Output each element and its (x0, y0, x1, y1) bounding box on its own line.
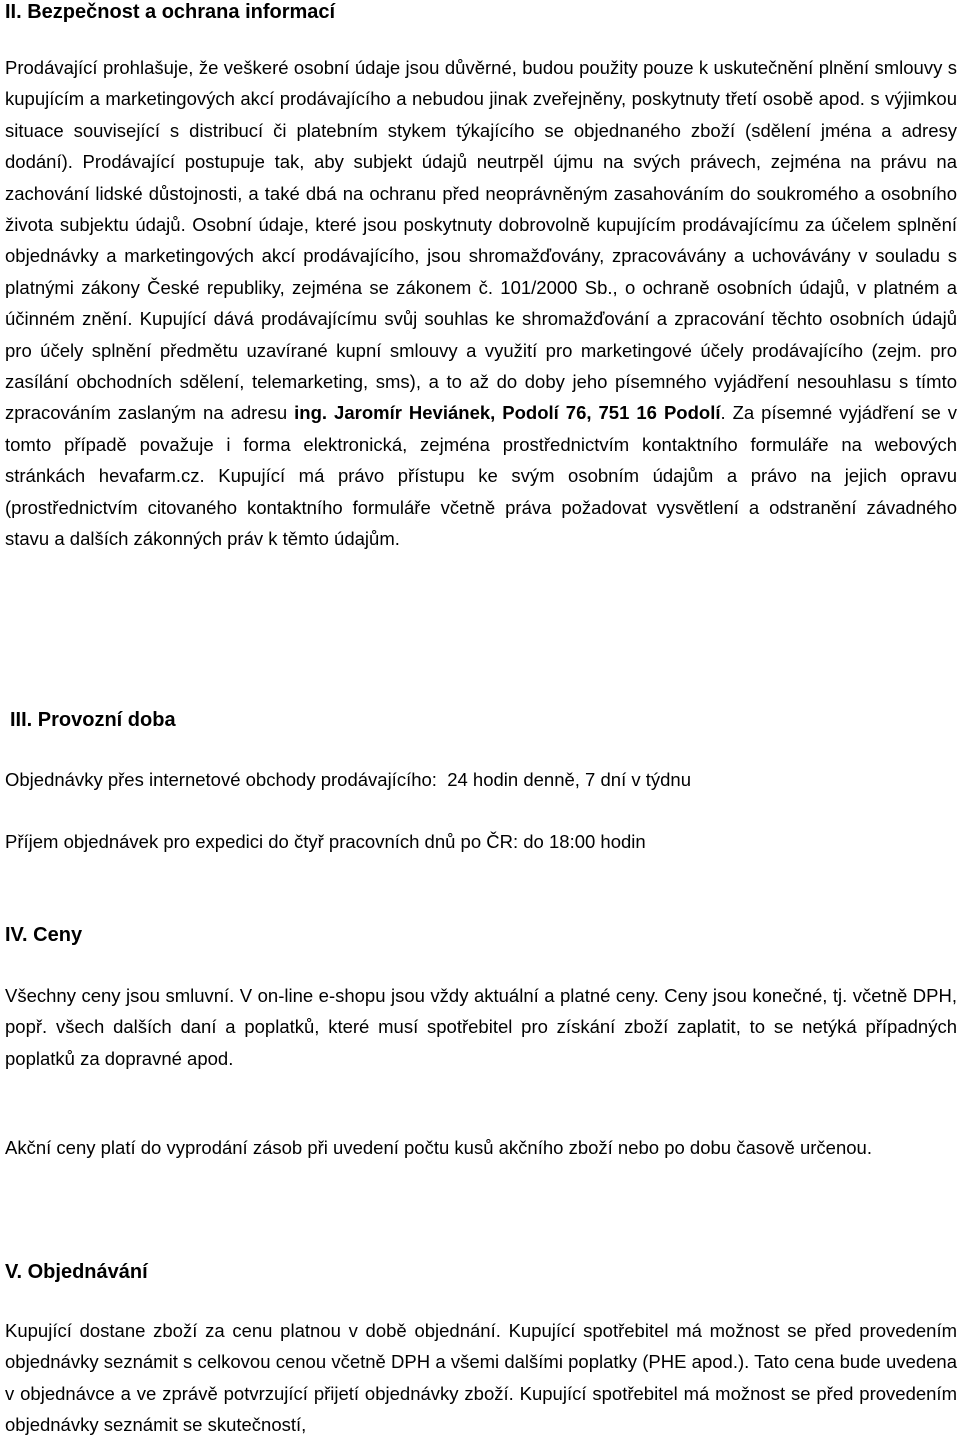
section-5-paragraph: Kupující dostane zboží za cenu platnou v době objednání. Kupující spotřebitel má možnost se před provedením objednávky seznámit s celkovou cenou včetně DPH a všemi dalšími poplatky (PHE apod.). Tato cena bude uvedena v objednávce a ve zprávě potvrzující přijetí objednávky zboží. Kupující spotřebitel má možnost se před provedením objednávky seznámit se skutečností, (5, 1320, 957, 1436)
section-2-text: Prodávající prohlašuje, že veškeré osobní údaje jsou důvěrné, budou použity pouze k uskutečnění plnění smlouvy s kupujícím a marketingových akcí prodávajícího a nebudou jinak zveřejněny, poskytnuty třetí osobě apod. s výjimkou situace související s distribucí či platebním stykem týkajícího se objednaného zboží (sdělení jména a adresy dodání). Prodávající postupuje tak, aby subjekt údajů neutrpěl újmu na svých právech, zejména na právu na zachování lidské důstojnosti, a také dbá na ochranu před neoprávněným zasahováním do soukromého a osobního života subjektu údajů. Osobní údaje, které jsou poskytnuty dobrovolně kupujícím prodávajícímu za účelem splnění objednávky a marketingových akcí prodávajícího, jsou shromažďovány, zpracovávány a uchovávány v souladu s platnými zákony České republiky, zejména se zákonem č. 101/2000 Sb., o ochraně osobních údajů, v platném a účinném znění. Kupující dává prodávajícímu svůj souhlas ke shromažďování a zpracování těchto osobních údajů pro účely splnění předmětu uzavírané kupní smlouvy a využití pro marketingové účely prodávajícího (zejm. pro zasílání obchodních sdělení, telemarketing, sms), a to až do doby jeho písemného vyjádření nesouhlasu s tímto zpracováním zaslaným na adresu (5, 57, 957, 424)
section-5-heading: V. Objednávání (5, 1261, 148, 1283)
section-2-paragraph (5, 52, 957, 555)
section-3-heading: III. Provozní doba (10, 709, 176, 731)
section-2-address: ing. Jaromír Heviánek, Podolí 76, 751 16 Podolí (294, 402, 721, 424)
section-4-heading: IV. Ceny (5, 924, 83, 946)
section-4-paragraph-1: Všechny ceny jsou smluvní. V on-line e-shopu jsou vždy aktuální a platné ceny. Ceny jsou konečné, tj. včetně DPH, popř. všech dalších daní a poplatků, které musí spotřebitel pro získání zboží zaplatit, to se netýká případných poplatků za dopravné apod. (5, 985, 957, 1069)
section-2-text-end: . Za písemné vyjádření se v tomto případě považuje i forma elektronická, zejména prostřednictvím kontaktního formuláře na webových stránkách hevafarm.cz. Kupující má právo přístupu ke svým osobním údajům a právo na jejich opravu (prostřednictvím citovaného kontaktního formuláře včetně práva požadovat vysvětlení a odstranění závadného stavu a dalších zákonných práv k těmto údajům. (5, 402, 957, 550)
section-3-line-1: Objednávky přes internetové obchody prodávajícího: 24 hodin denně, 7 dní v týdnu (5, 769, 691, 790)
section-4-paragraph-2: Akční ceny platí do vyprodání zásob při uvedení počtu kusů akčního zboží nebo po dobu časově určenou. (5, 1137, 872, 1158)
section-3-line-2: Příjem objednávek pro expedici do čtyř pracovních dnů po ČR: do 18:00 hodin (5, 831, 646, 852)
section-2-heading: II. Bezpečnost a ochrana informací (5, 1, 336, 23)
